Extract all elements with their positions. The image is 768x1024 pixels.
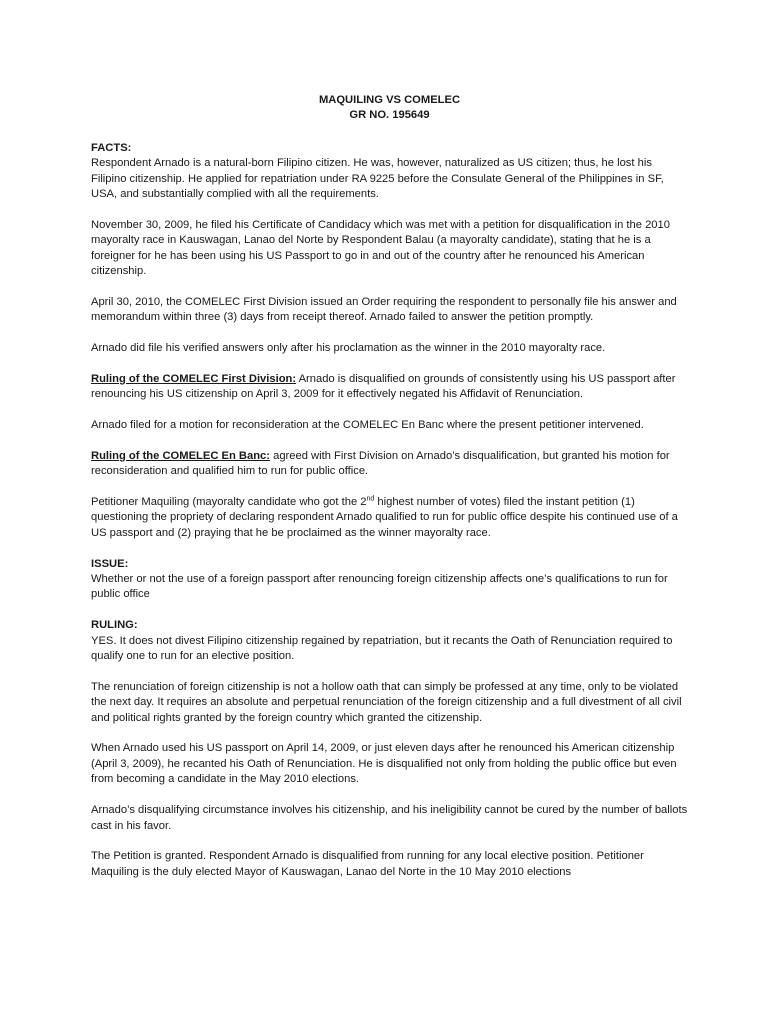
p6-part-a: Petitioner Maquiling (mayoralty candidate who got the 2 [91, 496, 367, 509]
ruling-paragraph-1: YES. It does not divest Filipino citizenship regained by repatriation, but it recants the Oath of Renunciation required to qualify one to run for an elective position. [91, 634, 673, 663]
facts-paragraph-5: Arnado filed for a motion for reconsideration at the COMELEC En Banc where the present petitioner intervened. [91, 419, 644, 432]
en-banc-label: Ruling of the COMELEC En Banc: [91, 449, 270, 462]
p6-part-b: highest number of votes) filed the instant petition (1) questioning the propriety of declaring respondent Arnado qualified to run for public office despite his continued use of a US passport and (2) praying that he be proclaimed as the winner mayoralty race. [91, 496, 678, 539]
en-banc-text: agreed with First Division on Arnado’s disqualification, but granted his motion for reconsideration and qualified him to run for public office. [91, 449, 670, 478]
ruling-paragraph-4: Arnado’s disqualifying circumstance involves his citizenship, and his ineligibility cannot be cured by the number of ballots cast in his favor. [91, 804, 688, 832]
case-number: GR NO. 195649 [349, 109, 430, 122]
first-division-label: Ruling of the COMELEC First Division: [91, 372, 297, 385]
ruling-paragraph-5: The Petition is granted. Respondent Arnado is disqualified from running for any local elective position. Petitioner Maquiling is the duly elected Mayor of Kauswagan, Lanao del Norte in the 10 May 2010 elections [91, 850, 644, 878]
ordinal-superscript: nd [366, 495, 375, 503]
ruling-heading: RULING: [91, 619, 138, 632]
facts-paragraph-3: April 30, 2010, the COMELEC First Division issued an Order requiring the respondent to personally file his answer and memorandum within three (3) days from receipt thereof. Arnado failed to answer the petition promptly. [91, 295, 677, 324]
en-banc-ruling [91, 449, 688, 480]
ruling-paragraph-3: When Arnado used his US passport on April 14, 2009, or just eleven days after he renounced his American citizenship (April 3, 2009), he recanted his Oath of Renunciation. He is disqualified not only from holding the public office but even from becoming a candidate in the May 2010 elections. [91, 742, 677, 786]
first-division-ruling [91, 372, 688, 403]
facts-paragraph-2: November 30, 2009, he filed his Certificate of Candidacy which was met with a petition for disqualification in the 2010 mayoralty race in Kauswagan, Lanao del Norte by Respondent Balau (a mayoralty candidate), stating that he is a foreigner for he has been using his US Passport to go in and out of the country after he renounced his American citizenship. [91, 218, 670, 278]
facts-paragraph-1: Respondent Arnado is a natural-born Filipino citizen. He was, however, naturalized as US citizen; thus, he lost his Filipino citizenship. He applied for repatriation under RA 9225 before the Consulate General of the Philippines in SF, USA, and substantially complied with all the requirements. [91, 157, 664, 201]
facts-heading: FACTS: [91, 141, 132, 154]
document-title: MAQUILING VS COMELEC [318, 94, 461, 106]
first-division-text: Arnado is disqualified on grounds of consistently using his US passport after renouncing his US citizenship on April 3, 2009 for it effectively negated his Affidavit of Renunciation. [91, 372, 676, 401]
ruling-paragraph-2: The renunciation of foreign citizenship is not a hollow oath that can simply be professed at any time, only to be violated the next day. It requires an absolute and perpetual renunciation of the foreign citizenship and a full divestment of all civil and political rights granted by the foreign country which granted the citizenship. [91, 680, 682, 724]
issue-text: Whether or not the use of a foreign passport after renouncing foreign citizenship affects one’s qualifications to run for public office [91, 573, 668, 601]
facts-paragraph-4: Arnado did file his verified answers only after his proclamation as the winner in the 2010 mayoralty race. [91, 342, 606, 355]
issue-heading: ISSUE: [91, 557, 129, 570]
facts-paragraph-6 [91, 495, 688, 541]
